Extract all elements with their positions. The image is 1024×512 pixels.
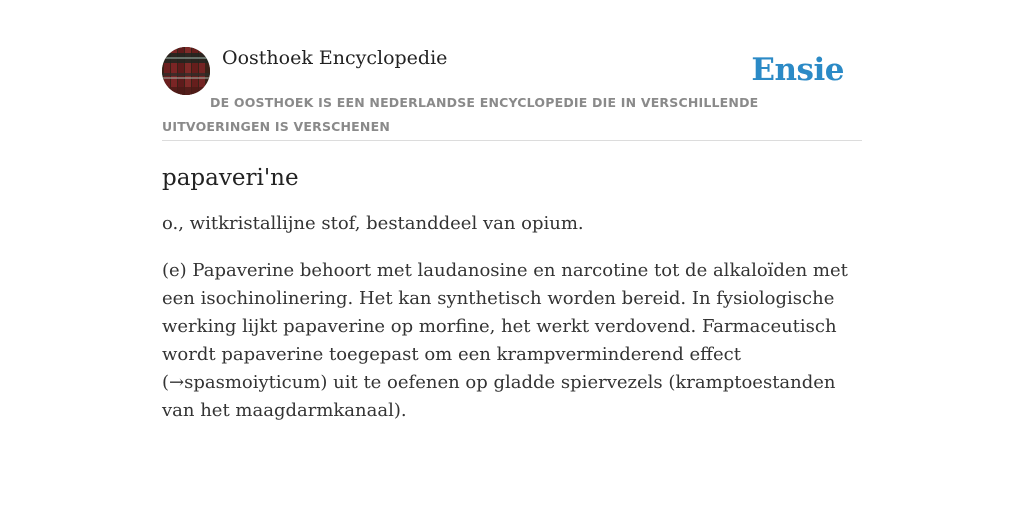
site-header — [162, 46, 862, 141]
site-name[interactable]: Oosthoek Encyclopedie — [222, 47, 448, 69]
entry-definition: o., witkristallijne stof, bestanddeel van opium. — [162, 213, 584, 234]
entry-description: (e) Papaverine behoort met laudanosine en narcotine tot de alkaloïden met een isochinolinering. Het kan synthetisch worden bereid. In fysiologische werking lijkt papaverine op morfine, het werkt verdovend. Farmaceutisch wordt papaverine toegepast om een krampverminderend effect (→spasmoiyticum) uit te oefenen op gladde spiervezels (kramptoestanden van het maagdarmkanaal). — [162, 260, 848, 421]
site-tagline: DE OOSTHOEK IS EEN NEDERLANDSE ENCYCLOPEDIE DIE IN VERSCHILLENDE UITVOERINGEN IS VERSCHENEN — [162, 95, 759, 134]
entry-title: papaveri'ne — [162, 165, 299, 191]
entry-content — [162, 160, 862, 444]
brand-logo-link[interactable]: Ensie — [751, 52, 844, 88]
book-spines-icon — [162, 47, 210, 95]
encyclopedia-avatar[interactable] — [162, 47, 210, 95]
